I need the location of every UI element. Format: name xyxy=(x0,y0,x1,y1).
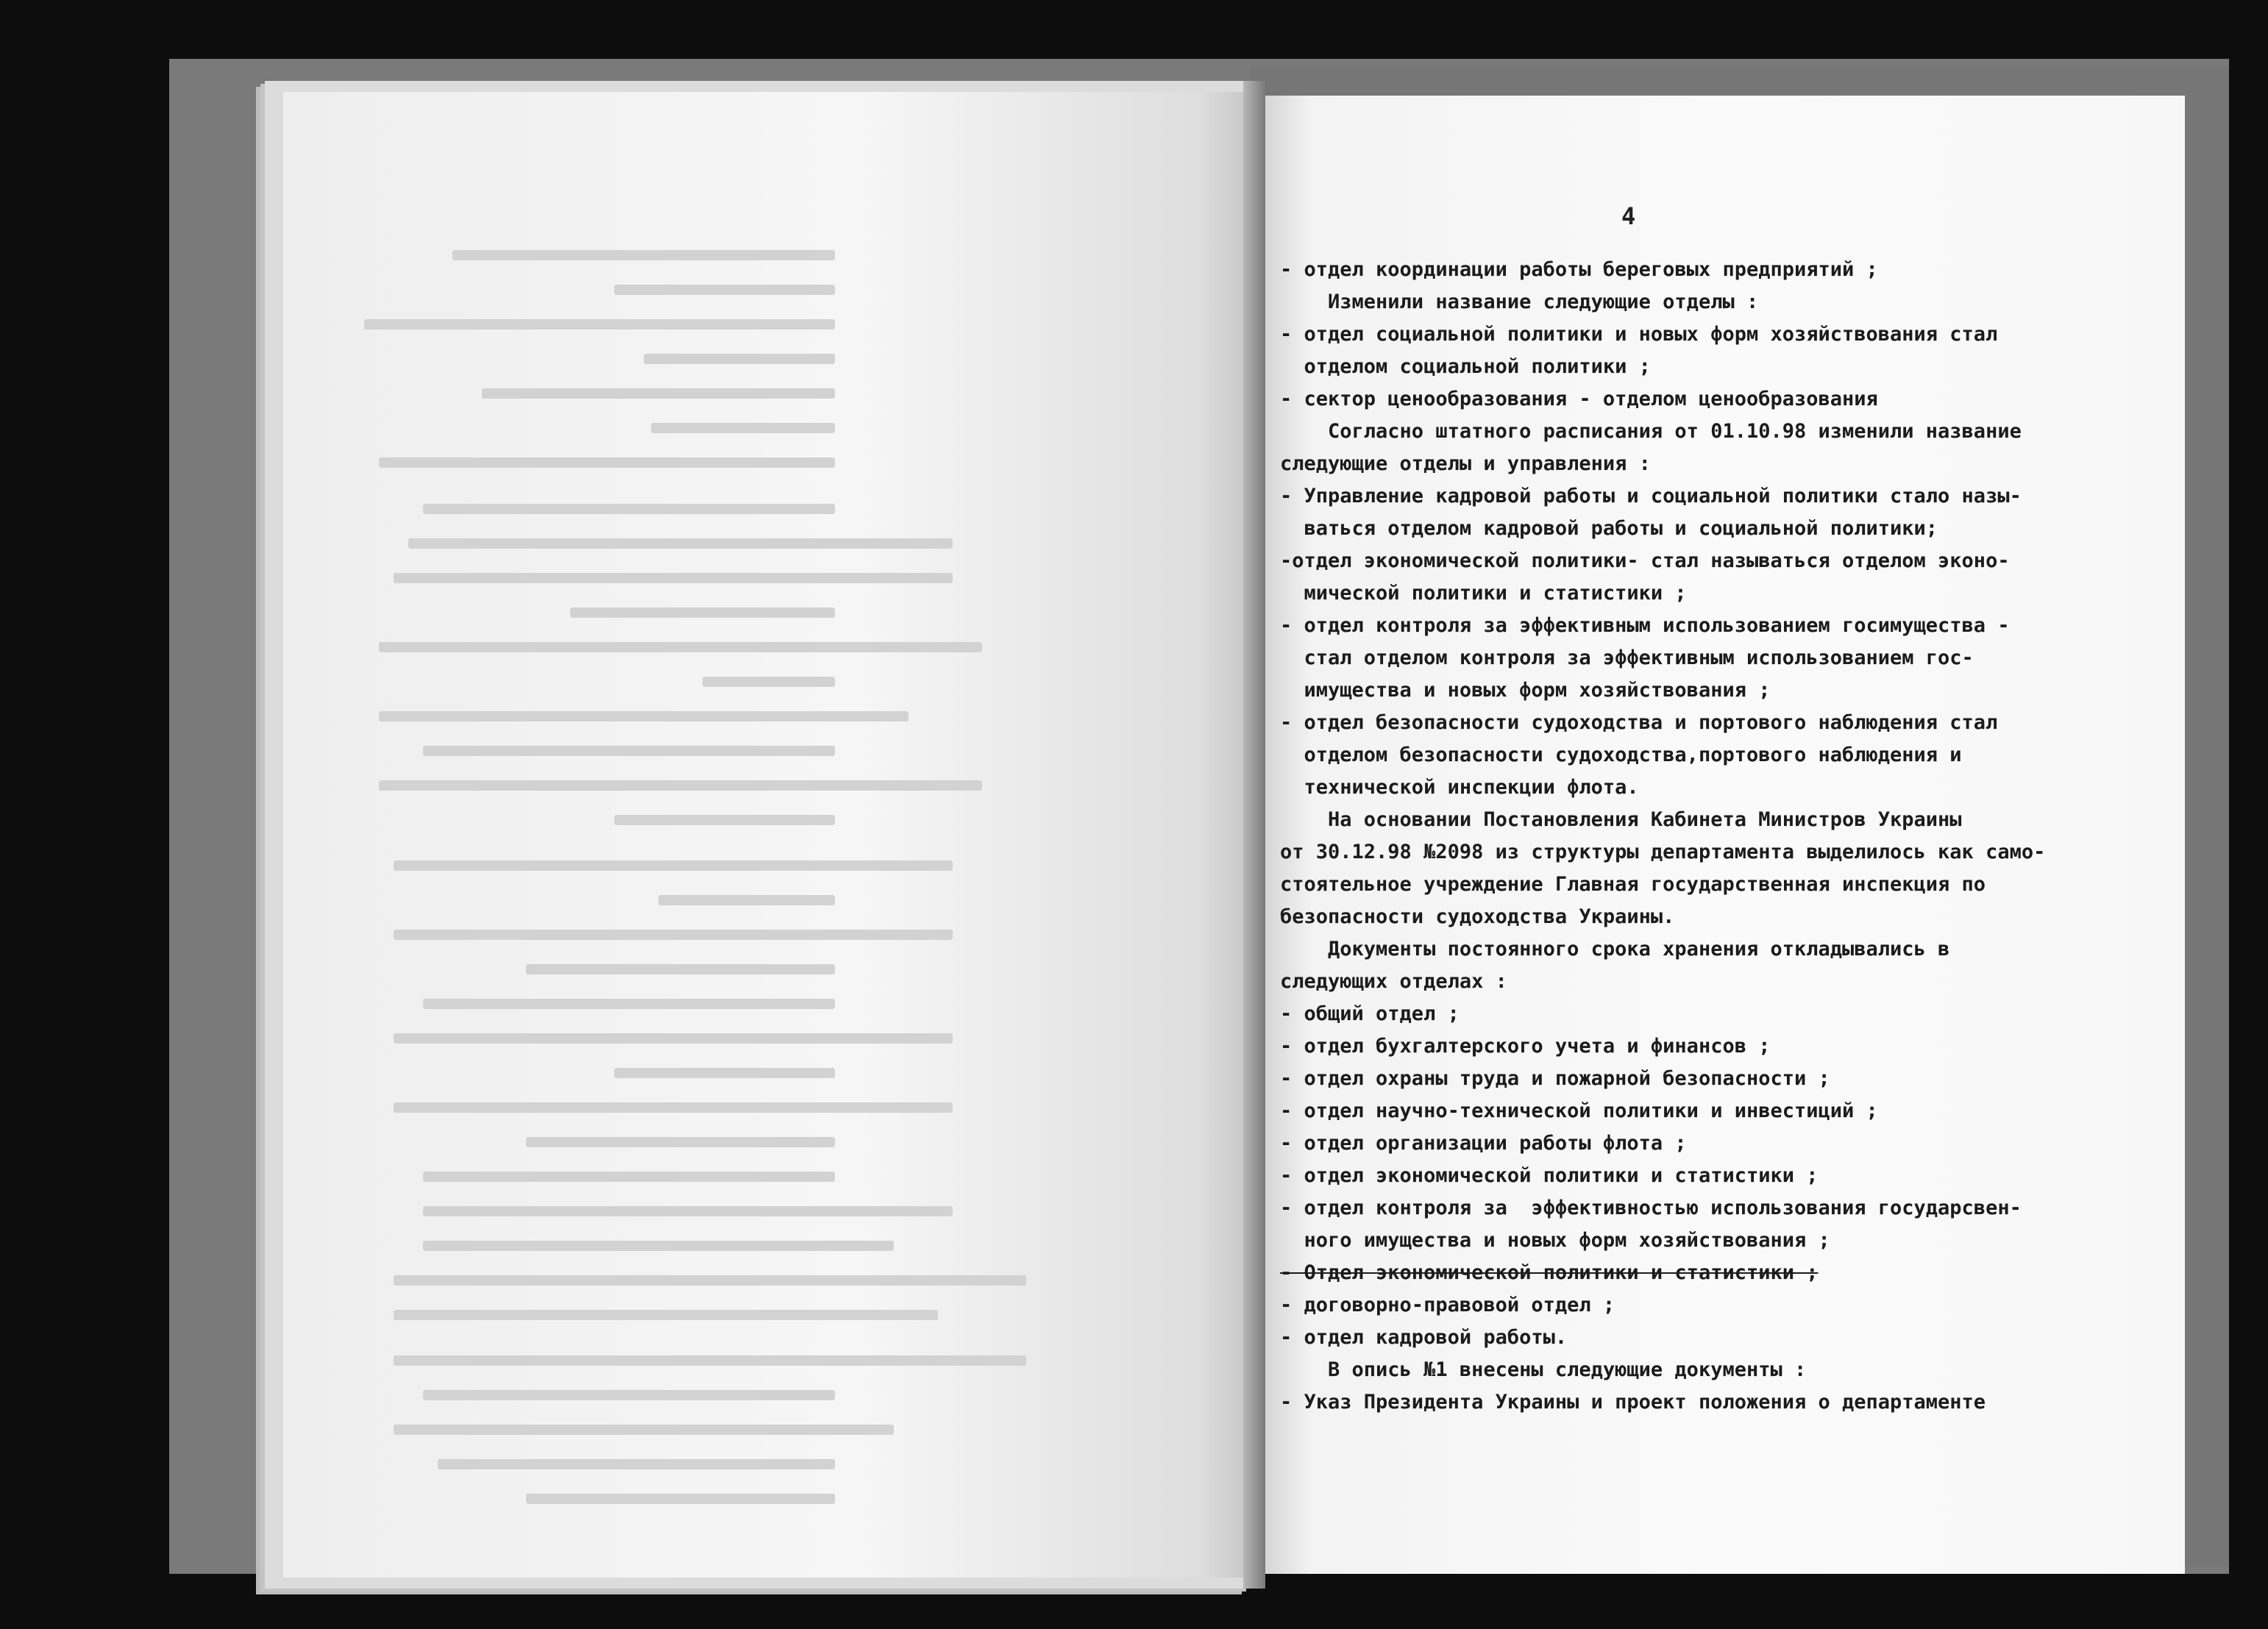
text-line: - отдел координации работы береговых предприятий ; xyxy=(1280,258,1878,281)
page-number: 4 xyxy=(1621,202,1636,230)
bleed-through-text xyxy=(283,92,1247,1578)
text-line: В опись №1 внесены следующие документы : xyxy=(1280,1358,1807,1381)
text-line: - отдел охраны труда и пожарной безопасности ; xyxy=(1280,1067,1830,1090)
text-line: - Указ Президента Украины и проект положения о департаменте xyxy=(1280,1391,1986,1414)
text-line: следующие отделы и управления : xyxy=(1280,452,1651,475)
text-line: - отдел организации работы флота ; xyxy=(1280,1132,1687,1155)
text-line: безопасности судоходства Украины. xyxy=(1280,905,1675,928)
struck-out-line: - Отдел экономической политики и статистики ; xyxy=(1280,1261,1819,1284)
text-line: - отдел кадровой работы. xyxy=(1280,1326,1568,1349)
text-line: от 30.12.98 №2098 из структуры департамента выделилось как само- xyxy=(1280,841,2046,863)
text-line: - отдел социальной политики и новых форм хозяйствования стал xyxy=(1280,323,1998,346)
text-line: -отдел экономической политики- стал называться отделом эконо- xyxy=(1280,549,2010,572)
text-line: отделом социальной политики ; xyxy=(1280,355,1651,378)
text-line: - отдел контроля за эффективным использованием госимущества - xyxy=(1280,614,2010,637)
text-line: ваться отделом кадровой работы и социальной политики; xyxy=(1280,517,1938,540)
text-line: - отдел экономической политики и статистики ; xyxy=(1280,1164,1819,1187)
right-page xyxy=(1265,96,2185,1574)
text-line: стал отделом контроля за эффективным использованием гос- xyxy=(1280,646,1974,669)
text-line: - отдел контроля за эффективностью использования государсвен- xyxy=(1280,1197,2022,1219)
text-line: - общий отдел ; xyxy=(1280,1002,1460,1025)
text-line: - отдел безопасности судоходства и портового наблюдения стал xyxy=(1280,711,1998,734)
text-line: - отдел научно-технической политики и инвестиций ; xyxy=(1280,1099,1878,1122)
typewritten-text xyxy=(1280,254,2163,1419)
left-page xyxy=(283,92,1247,1578)
text-line: следующих отделах : xyxy=(1280,970,1507,993)
text-line: Изменили название следующие отделы : xyxy=(1280,290,1759,313)
text-line: отделом безопасности судоходства,портового наблюдения и xyxy=(1280,744,1962,766)
text-line: ного имущества и новых форм хозяйствования ; xyxy=(1280,1229,1830,1252)
text-line: - сектор ценообразования - отделом ценообразования xyxy=(1280,388,1878,410)
book-gutter xyxy=(1243,81,1265,1589)
text-line: - отдел бухгалтерского учета и финансов ; xyxy=(1280,1035,1771,1058)
text-line: имущества и новых форм хозяйствования ; xyxy=(1280,679,1771,702)
text-line: Документы постоянного срока хранения откладывались в xyxy=(1280,938,1950,960)
text-line: технической инспекции флота. xyxy=(1280,776,1639,799)
text-line: - Управление кадровой работы и социальной политики стало назы- xyxy=(1280,485,2022,507)
text-line: Согласно штатного расписания от 01.10.98 изменили название xyxy=(1280,420,2022,443)
text-line: На основании Постановления Кабинета Министров Украины xyxy=(1280,808,1962,831)
text-line: - договорно-правовой отдел ; xyxy=(1280,1294,1615,1316)
text-line: мической политики и статистики ; xyxy=(1280,582,1687,605)
text-line: стоятельное учреждение Главная государственная инспекция по xyxy=(1280,873,1986,896)
